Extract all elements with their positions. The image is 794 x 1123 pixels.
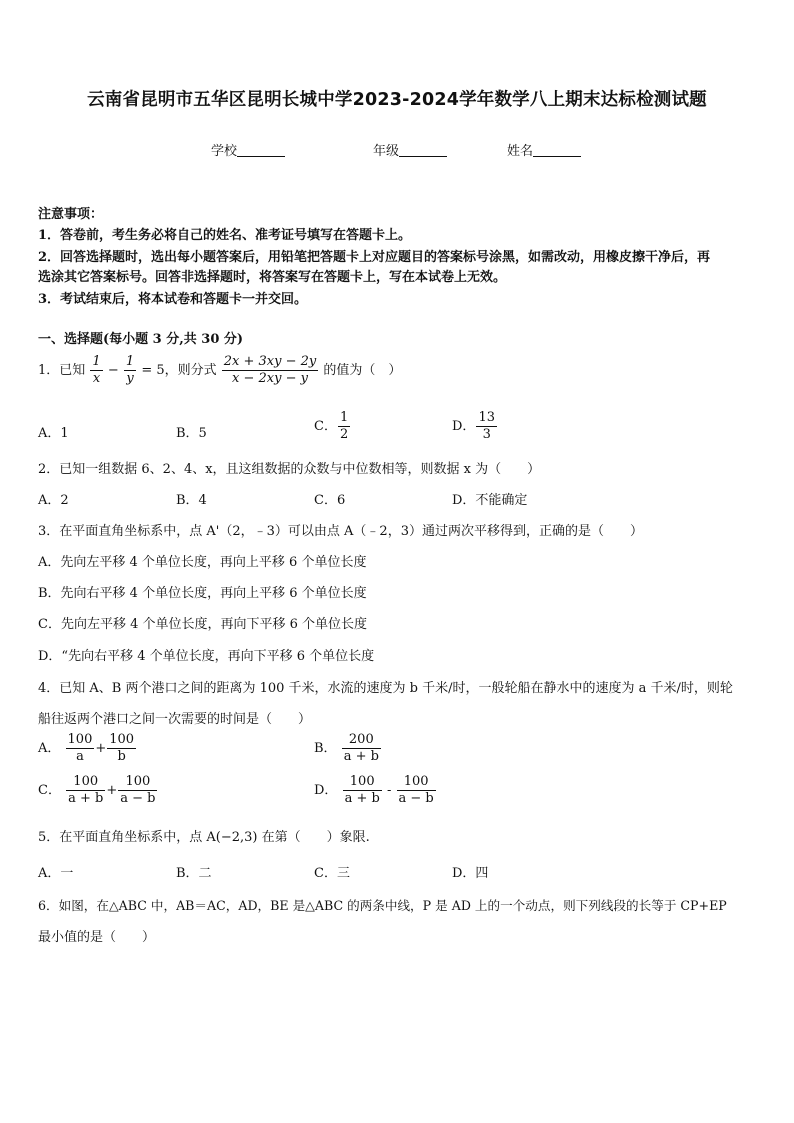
q4-c-plus: + [106,783,118,798]
q4-option-d[interactable] [314,774,437,807]
q4-a-fraction-2 [107,732,136,765]
q1-fraction-3 [222,354,318,387]
name-field [507,140,581,159]
name-blank [533,144,581,157]
q1-option-d-fraction [476,410,497,443]
q3-option-a[interactable]: A．先向左平移 4 个单位长度，再向上平移 6 个单位长度 [38,555,367,570]
q4-d-minus: - [386,783,392,798]
q2-option-b[interactable]: B．4 [176,493,207,508]
notice-item-2-cont: 选涂其它答案标号。回答非选择题时，将答案写在答题卡上，写在本试卷上无效。 [38,270,507,285]
q1-equals: = 5，则分式 [141,363,217,378]
q1-suffix: 的值为（ ） [323,363,402,378]
q4-a1-numerator: 100 [67,732,93,747]
q1-prefix: 1．已知 [38,363,86,378]
q4-c-fraction-2 [118,774,157,807]
q3-option-b[interactable]: B．先向右平移 4 个单位长度，再向上平移 6 个单位长度 [38,586,367,601]
q4-c1-denominator: a + b [68,791,104,806]
q1-option-c-label: C． [314,419,337,434]
q1-f3-denominator: x − 2xy − y [232,371,308,386]
q1-minus: − [107,363,119,378]
q4-option-b[interactable] [314,732,382,765]
question-5: 5．在平面直角坐标系中，点 A(−2,3) 在第（ ）象限. [38,830,370,845]
notice-heading: 注意事项： [38,207,104,222]
q4-d1-numerator: 100 [343,774,382,791]
q2-option-d[interactable]: D．不能确定 [452,493,528,508]
grade-blank [399,144,447,157]
notice-item-2: 2．回答选择题时，选出每小题答案后，用铅笔把答题卡上对应题目的答案标号涂黑，如需改动，用橡皮擦干净后，再 [38,250,711,265]
q4-option-c[interactable] [38,774,158,807]
name-label: 姓名 [507,144,534,159]
q4-a-fraction-1 [66,732,95,765]
q4-b-denominator: a + b [343,749,379,764]
q1-f1-numerator: 1 [92,354,101,369]
q4-a2-denominator: b [117,749,126,764]
grade-field [373,140,447,159]
q4-c2-numerator: 100 [118,774,157,791]
school-blank [237,144,285,157]
question-2: 2．已知一组数据 6、2、4、x，且这组数据的众数与中位数相等，则数据 x 为（ ） [38,462,541,477]
q4-option-a-label: A． [38,741,61,756]
q4-option-b-label: B． [314,741,337,756]
q4-a1-denominator: a [76,749,84,764]
section-heading: 一、选择题(每小题 3 分,共 30 分) [38,332,244,347]
question-3: 3．在平面直角坐标系中，点 A'（2，﹣3）可以由点 A（﹣2，3）通过两次平移得到，正确的是（ ） [38,524,643,539]
q5-option-d[interactable]: D．四 [452,866,489,881]
q2-option-c[interactable]: C．6 [314,493,346,508]
q1-c-denominator: 2 [339,427,349,442]
q4-c-fraction-1 [66,774,105,807]
notice-item-1: 1．答卷前，考生务必将自己的姓名、准考证号填写在答题卡上。 [38,228,412,243]
q4-d-fraction-1 [343,774,382,807]
q1-option-a[interactable]: A．1 [38,426,69,441]
q1-f3-numerator: 2x + 3xy − 2y [223,354,317,369]
q3-option-c[interactable]: C．先向左平移 4 个单位长度，再向下平移 6 个单位长度 [38,617,368,632]
q1-d-denominator: 3 [482,427,491,442]
question-1 [38,354,401,387]
q4-b-fraction [342,732,381,765]
school-label: 学校 [211,144,238,159]
question-6-line-2: 最小值的是（ ） [38,930,156,945]
q4-option-c-label: C． [38,783,61,798]
q4-option-a[interactable] [38,732,137,765]
q4-b-numerator: 200 [342,732,381,749]
page-title: 云南省昆明市五华区昆明长城中学2023-2024学年数学八上期末达标检测试题 [87,90,707,110]
q4-option-d-label: D． [314,783,338,798]
question-4-line-2: 船往返两个港口之间一次需要的时间是（ ） [38,712,312,727]
q5-option-a[interactable]: A．一 [38,866,74,881]
question-4-line-1: 4．已知 A、B 两个港口之间的距离为 100 千米，水流的速度为 b 千米/时，一般轮船在静水中的速度为 a 千米/时，则轮 [38,681,733,696]
q5-option-c[interactable]: C．三 [314,866,350,881]
q1-option-c[interactable] [314,410,351,443]
q2-option-a[interactable]: A．2 [38,493,69,508]
notice-item-3: 3．考试结束后，将本试卷和答题卡一并交回。 [38,292,308,307]
q1-fraction-2 [124,354,136,387]
q1-d-numerator: 13 [478,410,495,425]
q1-f1-denominator: x [92,371,101,386]
q1-option-b[interactable]: B．5 [176,426,207,441]
q1-fraction-1 [90,354,102,387]
q4-a-plus: + [95,741,107,756]
q4-d1-denominator: a + b [344,791,380,806]
q4-c1-numerator: 100 [66,774,105,791]
question-6-line-1: 6．如图，在△ABC 中，AB＝AC，AD，BE 是△ABC 的两条中线，P 是 AD 上的一个动点，则下列线段的长等于 CP+EP [38,898,727,913]
q1-option-d-label: D． [452,419,476,434]
q4-d-fraction-2 [397,774,436,807]
q1-f2-denominator: y [126,371,134,386]
q1-option-d[interactable] [452,410,498,443]
q1-c-numerator: 1 [339,410,349,425]
q4-d2-denominator: a − b [398,791,434,806]
q4-c2-denominator: a − b [120,791,156,806]
q1-option-c-fraction [338,410,350,443]
grade-label: 年级 [373,144,400,159]
q4-d2-numerator: 100 [397,774,436,791]
q1-f2-numerator: 1 [125,354,135,369]
school-field [211,140,285,159]
q5-option-b[interactable]: B．二 [176,866,212,881]
q3-option-d[interactable]: D．“先向右平移 4 个单位长度，再向下平移 6 个单位长度 [38,649,375,664]
q4-a2-numerator: 100 [109,732,135,747]
